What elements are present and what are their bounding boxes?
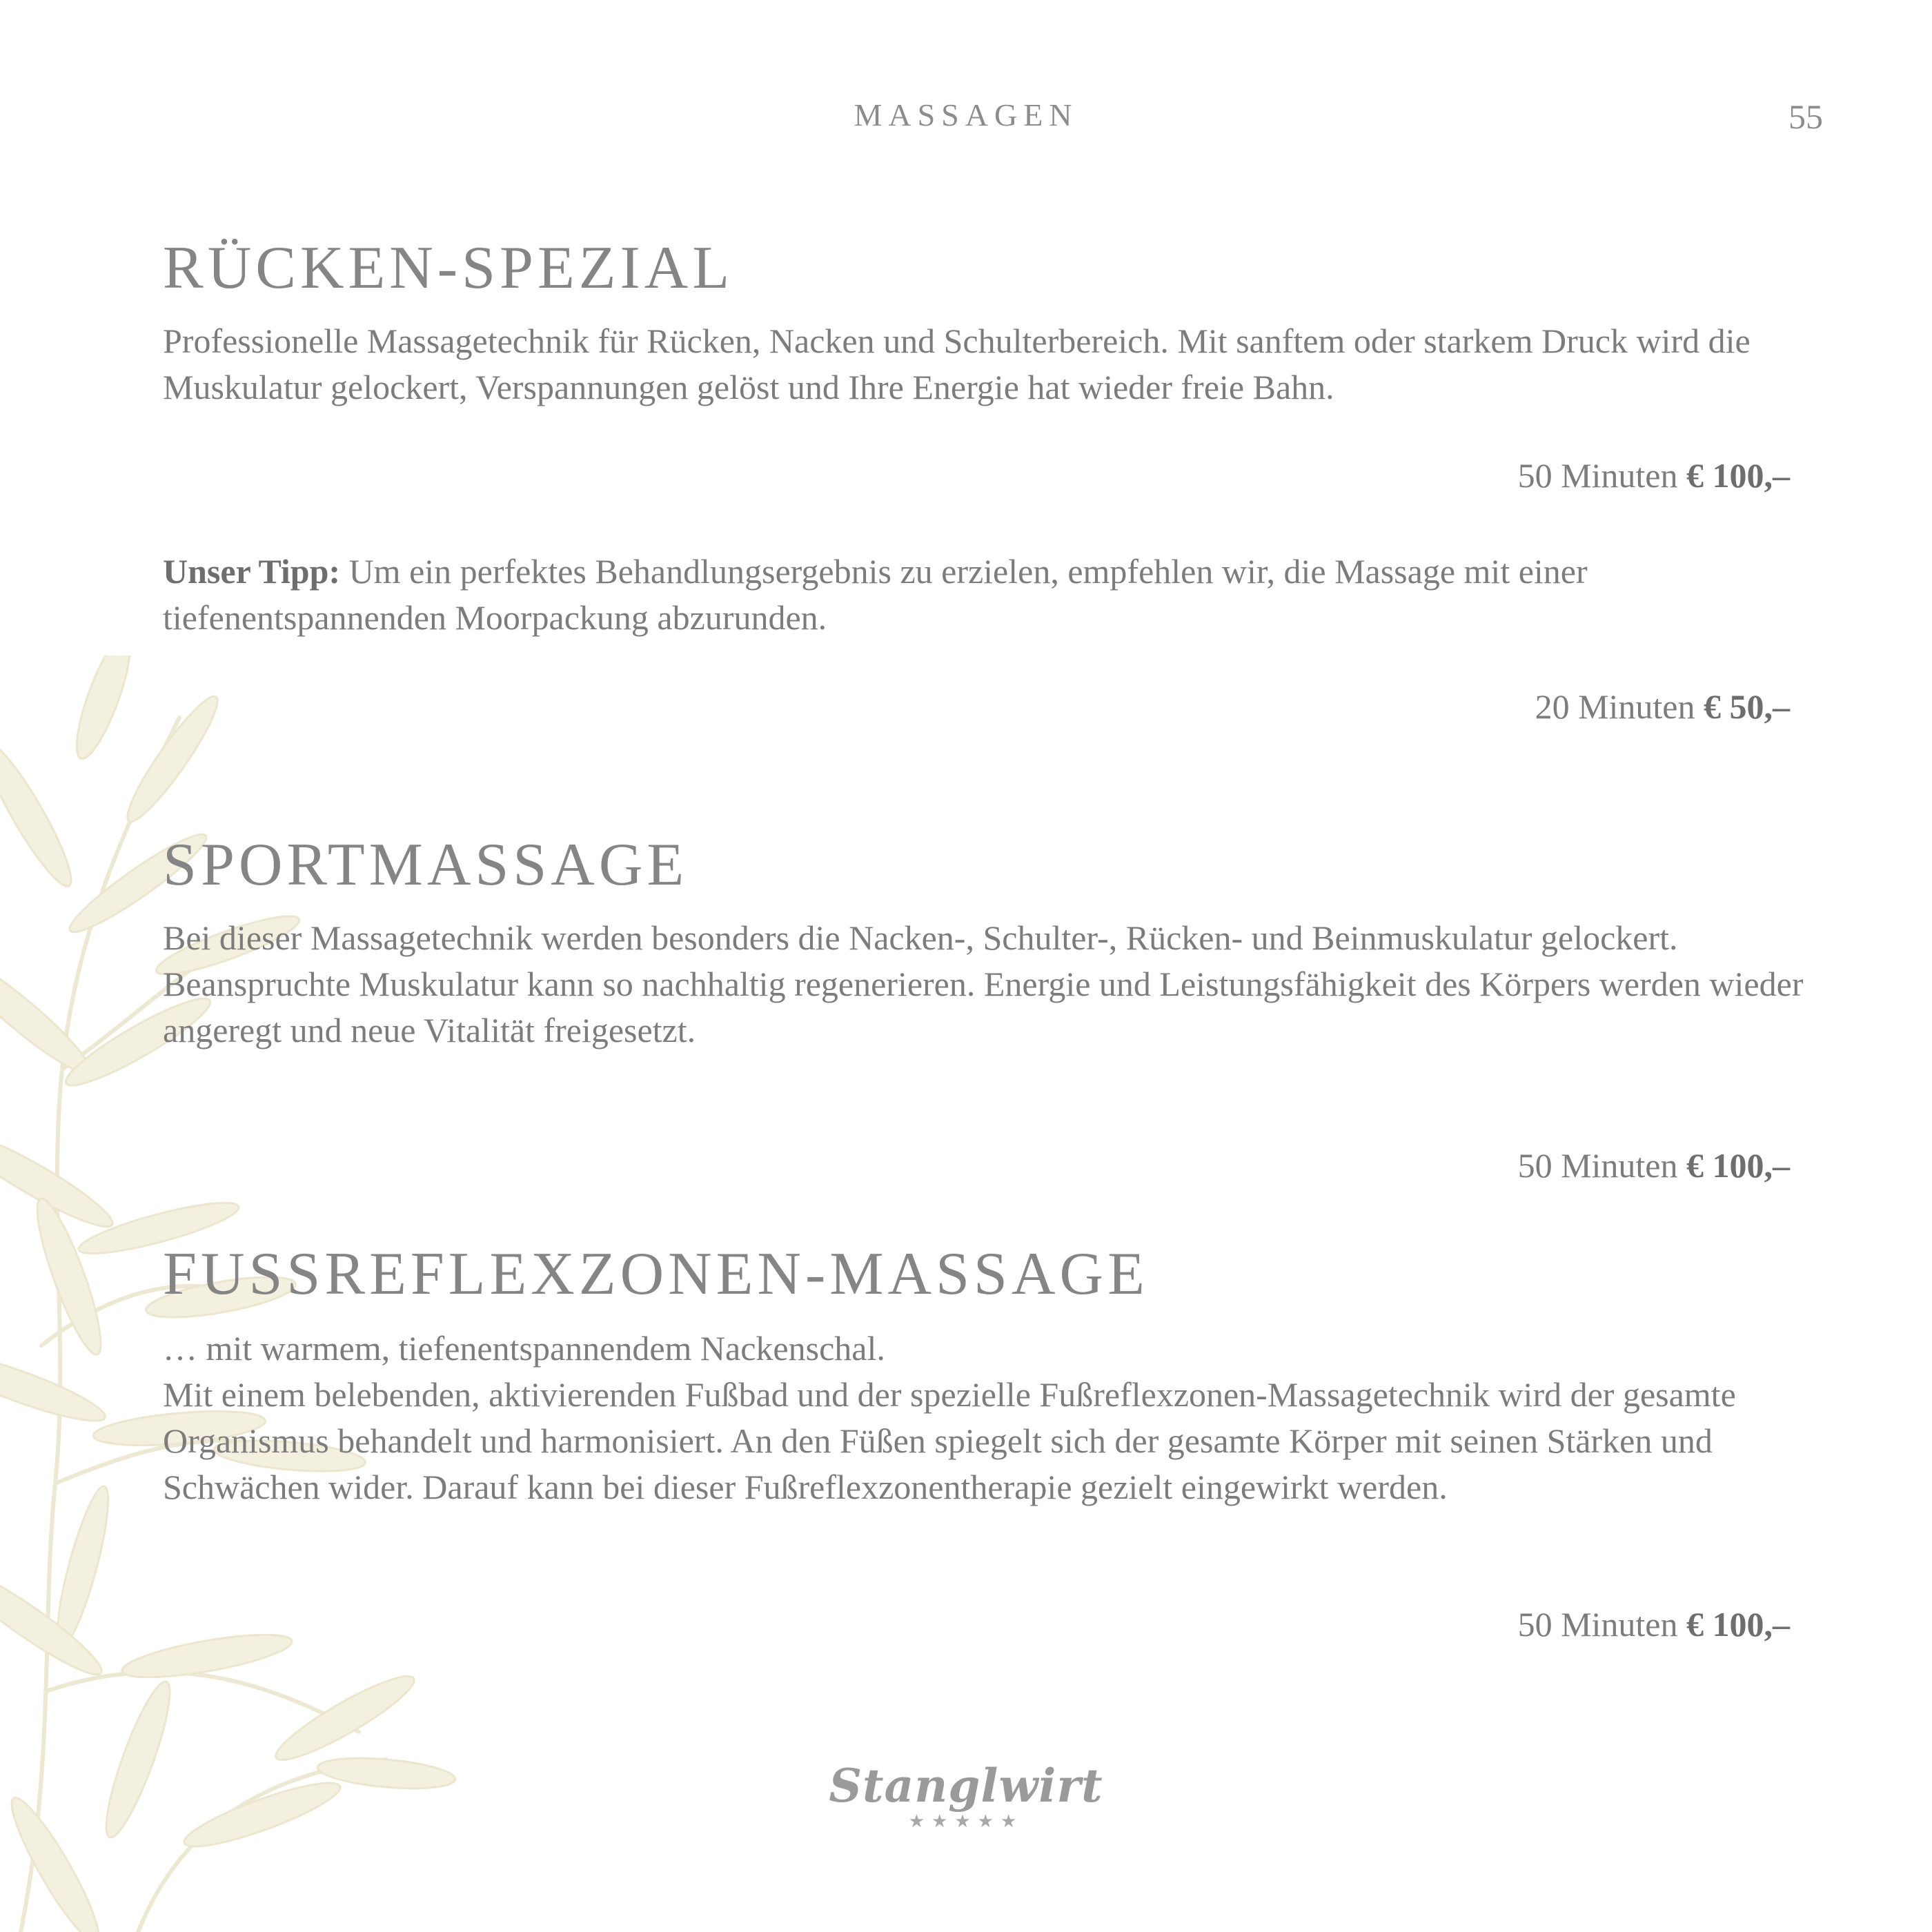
duration: 20 Minuten: [1535, 687, 1695, 726]
tip-label: Unser Tipp:: [163, 552, 341, 591]
duration: 50 Minuten: [1517, 1605, 1678, 1644]
duration: 50 Minuten: [1517, 456, 1678, 495]
tip-paragraph: [163, 549, 1826, 641]
tip-price-line: [1535, 687, 1790, 727]
price-line: [1518, 1604, 1790, 1644]
section-fussreflexzonen-massage: [163, 1241, 1826, 1510]
price-value: € 100,–: [1686, 1605, 1790, 1644]
section-ruecken-spezial: [163, 235, 1826, 411]
section-description: Bei dieser Massagetechnik werden besonders die Nacken-, Schulter-, Rücken- und Beinmuskulatur gelockert. Beanspruchte Muskulatur kann so nachhaltig regenerieren. Energie und Leistungsfähigkeit des Körpers werden wieder angeregt und neue Vitalität freigesetzt.: [163, 918, 1804, 1049]
star-icon: ★★★★★: [908, 1811, 1024, 1831]
duration: 50 Minuten: [1517, 1146, 1678, 1185]
page-number: 55: [1788, 97, 1823, 136]
running-title: MASSAGEN: [854, 97, 1078, 132]
section-sportmassage: [163, 831, 1826, 1054]
section-intro: … mit warmem, tiefenentspannendem Nackenschal.: [163, 1329, 885, 1368]
price-line: [1518, 1145, 1790, 1185]
section-title: FUSSREFLEXZONEN-MASSAGE: [163, 1241, 1149, 1308]
section-title: SPORTMASSAGE: [163, 831, 689, 898]
price-value: € 100,–: [1686, 1146, 1790, 1185]
tip-text: Um ein perfektes Behandlungsergebnis zu erzielen, empfehlen wir, die Massage mit einer tiefenentspannenden Moorpackung abzurunden.: [163, 552, 1588, 637]
price-value: € 100,–: [1686, 456, 1790, 495]
section-description: Professionelle Massagetechnik für Rücken, Nacken und Schulterbereich. Mit sanftem oder starkem Druck wird die Muskulatur gelockert, Verspannungen gelöst und Ihre Energie hat wieder freie Bahn.: [163, 322, 1751, 406]
price-value: € 50,–: [1704, 687, 1790, 726]
section-description: Mit einem belebenden, aktivierenden Fußbad und der spezielle Fußreflexzonen-Massagetechnik wird der gesamte Organismus behandelt und harmonisiert. An den Füßen spiegelt sich der gesamte Körper mit seinen Stärken und Schwächen wider. Darauf kann bei dieser Fußreflexzonentherapie gezielt eingewirkt werden.: [163, 1375, 1736, 1506]
logo-wordmark: Stanglwirt: [829, 1759, 1103, 1813]
section-title: RÜCKEN-SPEZIAL: [163, 235, 734, 302]
price-line: [1518, 455, 1790, 495]
stanglwirt-logo: [0, 1759, 1932, 1832]
